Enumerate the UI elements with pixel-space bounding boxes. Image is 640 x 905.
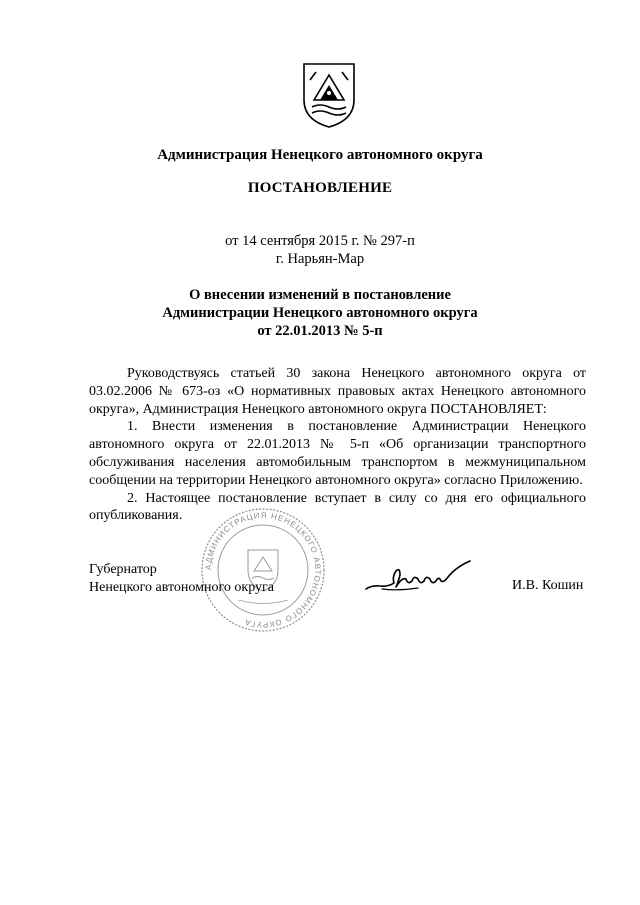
document-body xyxy=(89,365,586,525)
title-line: от 22.01.2013 № 5-п xyxy=(257,323,383,339)
body-paragraph: 1. Внести изменения в постановление Администрации Ненецкого автономного округа от 22.01.2013 № 5-п «Об организации транспортного обслуживания населения автомобильным транспортом в межмуниципальном сообщении на территории Ненецкого автономного округа» согласно Приложению. xyxy=(89,419,586,488)
signatory-name: И.В. Кошин xyxy=(512,578,584,593)
organization-name: Администрация Ненецкого автономного округа xyxy=(157,147,483,163)
body-paragraph: 2. Настоящее постановление вступает в силу со дня его официального опубликования. xyxy=(89,490,586,524)
document-date-number: от 14 сентября 2015 г. № 297-п xyxy=(225,233,415,249)
position-line: Губернатор xyxy=(89,562,157,577)
signatory-position xyxy=(89,561,274,597)
title-line: Администрации Ненецкого автономного округа xyxy=(162,305,478,321)
document-type: ПОСТАНОВЛЕНИЕ xyxy=(247,180,393,196)
document-city: г. Нарьян-Мар xyxy=(275,251,365,267)
handwritten-signature-icon xyxy=(362,555,474,595)
seal-text: АДМИНИСТРАЦИЯ НЕНЕЦКОГО АВТОНОМНОГО ОКРУГА xyxy=(203,510,323,630)
coat-of-arms-icon xyxy=(300,60,358,130)
title-line: О внесении изменений в постановление xyxy=(189,287,451,303)
body-paragraph: Руководствуясь статьей 30 закона Ненецкого автономного округа от 03.02.2006 № 673-оз «О нормативных правовых актах Ненецкого автономного округа», Администрация Ненецкого автономного округа ПОСТАНОВЛЯЕТ: xyxy=(89,366,586,417)
document-title xyxy=(60,286,580,340)
position-line: Ненецкого автономного округа xyxy=(89,580,274,595)
